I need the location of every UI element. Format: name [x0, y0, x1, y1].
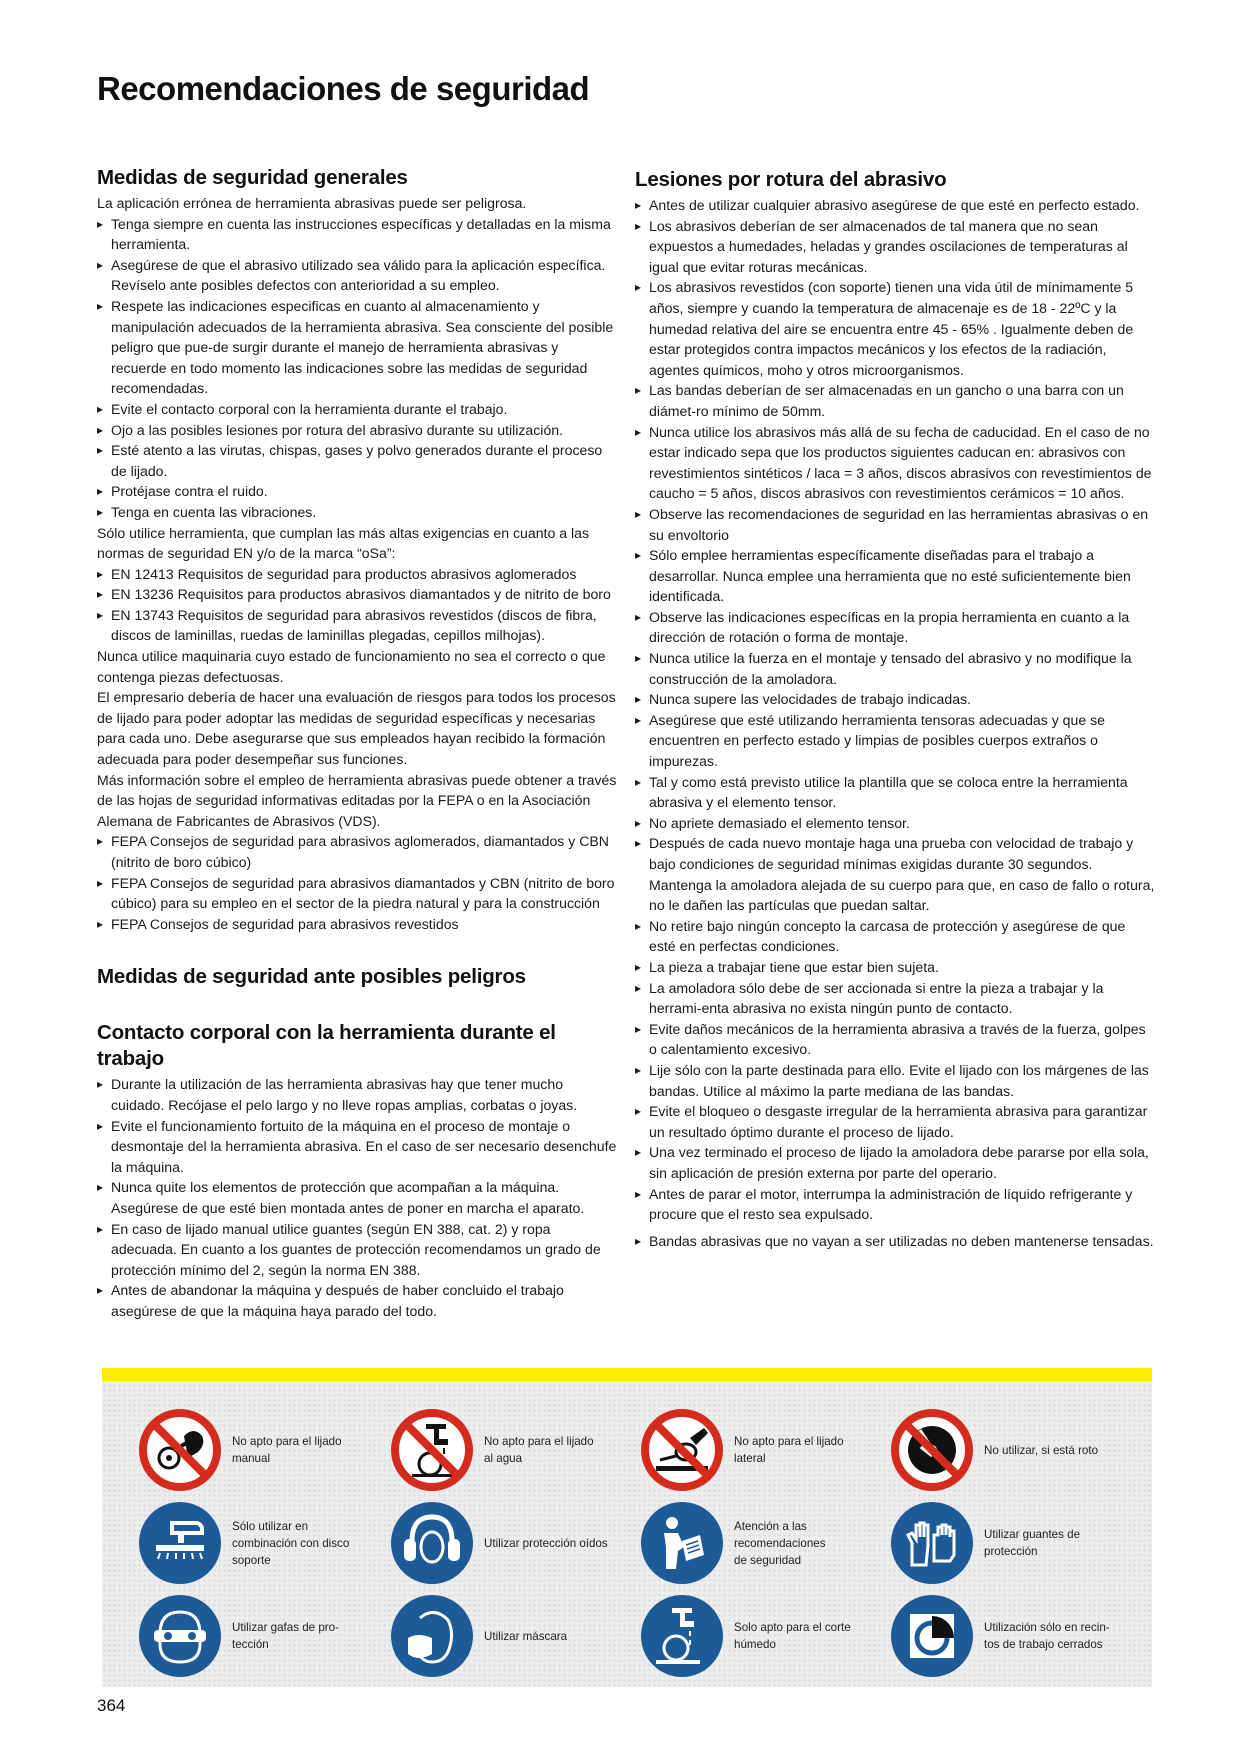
pictogram-label: Utilizar gafas de pro- tección — [232, 1621, 339, 1651]
list-item: ▸ Evite el contacto corporal con la herramienta durante el trabajo. — [97, 399, 617, 420]
list-item: ▸ Los abrasivos revestidos (con soporte) tienen una vida útil de mínimamente 5 años, siempre y cuando la temperatura de almacenaje es de 18 - 22ºC y la humedad relativa del aire se encuentra entre 45 - 65% . Igualmente deben de estar protegidos contra impactos mecánicos y los efectos de la radiación, agentes químicos, moho y otros microorganismos. — [635, 277, 1155, 380]
pictogram-item — [604, 1408, 854, 1494]
no-manual-grinding-icon — [138, 1408, 222, 1492]
gloves-icon — [890, 1501, 974, 1585]
pictogram-item — [354, 1594, 604, 1680]
goggles-icon — [138, 1594, 222, 1678]
list-item: ▸ Una vez terminado el proceso de lijado la amoladora debe pararse por ella sola, sin aplicación de presión externa por parte del operario. — [635, 1142, 1155, 1183]
pictogram-label: Utilización sólo en recin- tos de trabajo cerrados — [984, 1621, 1110, 1651]
read-instructions-icon — [640, 1501, 724, 1585]
list-item: ▸ Nunca utilice la fuerza en el montaje y tensado del abrasivo y no modifique la construcción de la amoladora. — [635, 648, 1155, 689]
dangers-list — [97, 1074, 617, 1321]
list-item: ▸ Durante la utilización de las herramienta abrasivas hay que tener mucho cuidado. Recójase el pelo largo y no lleve ropas amplias, corbatas o joyas. — [97, 1074, 617, 1115]
pictogram-panel — [102, 1368, 1152, 1687]
pictogram-item — [354, 1408, 604, 1494]
paragraph: El empresario debería de hacer una evaluación de riesgos para todos los procesos de lijado para poder adoptar las medidas de seguridad específicas y necesarias para cada uno. Debe asegurarse que sus empleados hayan recibido la formación adecuada para poder desempeñar sus funciones. — [97, 689, 616, 768]
list-item: ▸ FEPA Consejos de seguridad para abrasivos aglomerados, diamantados y CBN (nitrito de boro cúbico) — [97, 831, 617, 872]
pictogram-item — [854, 1408, 1104, 1494]
list-item: ▸ Lije sólo con la parte destinada para ello. Evite el lijado con los márgenes de las bandas. Utilice al máximo la parte mediana de las bandas. — [635, 1060, 1155, 1101]
no-wet-grinding-icon — [390, 1408, 474, 1492]
list-item: ▸ EN 13236 Requisitos para productos abrasivos diamantados y de nitrito de boro — [97, 584, 617, 605]
list-item: ▸ Después de cada nuevo montaje haga una prueba con velocidad de trabajo y bajo condiciones de seguridad mínimas exigidas durante 30 segundos. Mantenga la amoladora alejada de su cuerpo para que, en caso de fallo o rotura, no le dañen las partículas que puedan saltar. — [635, 833, 1155, 915]
list-item: ▸ Sólo emplee herramientas específicamente diseñadas para el trabajo a desarrollar. Nunca emplee una herramienta que no esté suficientemente bien identificada. — [635, 545, 1155, 607]
paragraph: Nunca utilice maquinaria cuyo estado de funcionamiento no sea el correcto o que contenga piezas defectuosas. — [97, 648, 606, 685]
list-item: ▸ Las bandas deberían de ser almacenadas en un gancho o una barra con un diámet-ro mínimo de 50mm. — [635, 380, 1155, 421]
pictogram-item — [854, 1594, 1110, 1680]
pictogram-item — [102, 1408, 352, 1494]
breakage-list — [635, 195, 1155, 1251]
list-item: ▸ Tal y como está previsto utilice la plantilla que se coloca entre la herramienta abrasiva y el elemento tensor. — [635, 772, 1155, 813]
pictogram-item — [102, 1501, 352, 1587]
list-item: ▸ Protéjase contra el ruido. — [97, 481, 617, 502]
list-item: ▸ Observe las recomendaciones de seguridad en las herramientas abrasivas o en su envoltorio — [635, 504, 1155, 545]
list-item: ▸ Antes de abandonar la máquina y después de haber concluido el trabajo asegúrese de que la máquina haya parado del todo. — [97, 1280, 617, 1321]
backing-pad-icon — [138, 1501, 222, 1585]
list-item: ▸ Esté atento a las virutas, chispas, gases y polvo generados durante el proceso de lijado. — [97, 440, 617, 481]
page-title: Recomendaciones de seguridad — [97, 70, 590, 107]
list-item: ▸ No retire bajo ningún concepto la carcasa de protección y asegúrese de que esté en perfectas condiciones. — [635, 916, 1155, 957]
list-item: ▸ Ojo a las posibles lesiones por rotura del abrasivo durante su utilización. — [97, 420, 617, 441]
pictogram-label: Sólo utilizar en combinación con disco soporte — [232, 1519, 350, 1567]
right-column — [635, 165, 1155, 1251]
list-item: ▸ FEPA Consejos de seguridad para abrasivos diamantados y CBN (nitrito de boro cúbico) para su empleo en el sector de la piedra natural y para la construcción — [97, 873, 617, 914]
list-item: ▸ Antes de utilizar cualquier abrasivo asegúrese de que esté en perfecto estado. — [635, 195, 1155, 216]
list-item: ▸ No apriete demasiado el elemento tensor. — [635, 813, 1155, 834]
list-item: ▸ En caso de lijado manual utilice guantes (según EN 388, cat. 2) y ropa adecuada. En cuanto a los guantes de protección recomendamos un grado de protección mínimo del 2, según la norma EN 388. — [97, 1219, 617, 1281]
enclosed-area-icon — [890, 1594, 974, 1678]
pictogram-label: Utilizar guantes de protección — [984, 1528, 1081, 1558]
wet-cut-only-icon — [640, 1594, 724, 1678]
general-intro: La aplicación errónea de herramienta abrasivas puede ser peligrosa. — [97, 195, 527, 211]
pictogram-label: No apto para el lijado al agua — [484, 1435, 594, 1465]
pictogram-item — [102, 1594, 352, 1680]
dangers-subheading: Contacto corporal con la herramienta durante el trabajo — [97, 1021, 556, 1071]
no-side-grinding-icon — [640, 1408, 724, 1492]
list-item: ▸ Tenga siempre en cuenta las instrucciones específicas y detalladas en la misma herramienta. — [97, 214, 617, 255]
pictogram-item — [604, 1594, 854, 1680]
list-item: ▸ Evite el funcionamiento fortuito de la máquina en el proceso de montaje o desmontaje del la herramienta abrasiva. En el caso de ser necesario desenchufe la máquina. — [97, 1116, 617, 1178]
left-column — [97, 165, 617, 1322]
list-item: ▸ EN 13743 Requisitos de seguridad para abrasivos revestidos (discos de fibra, discos de laminillas, ruedas de laminillas plegadas, cepillos milhojas). — [97, 605, 617, 646]
list-item: ▸ Evite daños mecánicos de la herramienta abrasiva a través de la fuerza, golpes o calentamiento excesivo. — [635, 1019, 1155, 1060]
mask-icon — [390, 1594, 474, 1678]
list-item: ▸ Los abrasivos deberían de ser almacenados de tal manera que no sean expuestos a humedades, heladas y grandes oscilaciones de temperaturas al igual que evitar roturas mecánicas. — [635, 216, 1155, 278]
fepa-list — [97, 831, 617, 934]
pictogram-label: Utilizar máscara — [484, 1629, 568, 1643]
no-broken-disc-icon — [890, 1408, 974, 1492]
list-item: ▸ Asegúrese de que el abrasivo utilizado sea válido para la aplicación específica. Revíselo ante posibles defectos con anterioridad a su empleo. — [97, 255, 617, 296]
list-item: ▸ FEPA Consejos de seguridad para abrasivos revestidos — [97, 914, 617, 935]
paragraph: Más información sobre el empleo de herramienta abrasivas puede obtener a través de las hojas de seguridad informativas editadas por la FEPA o en la Asociación Alemana de Fabricantes de Abrasivos (VDS). — [97, 771, 617, 829]
pictogram-label: Atención a las recomendaciones de seguridad — [734, 1519, 826, 1567]
list-item: ▸ Nunca utilice los abrasivos más allá de su fecha de caducidad. En el caso de no estar indicado sepa que los productos siguientes caducan en: abrasivos con revestimientos sintéticos / laca = 3 años, discos abrasivos con revestimientos de caucho = 5 años, discos abrasivos con revestimientos cerámicos = 10 años. — [635, 422, 1155, 504]
pictogram-item — [604, 1501, 854, 1587]
pictogram-label: Solo apto para el corte húmedo — [734, 1621, 851, 1651]
pictogram-label: Utilizar protección oídos — [484, 1536, 608, 1550]
pictogram-label: No apto para el lijado lateral — [734, 1435, 844, 1465]
yellow-accent-bar — [102, 1368, 1152, 1381]
list-item: ▸ Nunca supere las velocidades de trabajo indicadas. — [635, 689, 1155, 710]
list-item: ▸ Observe las indicaciones específicas en la propia herramienta en cuanto a la dirección de rotación o forma de montaje. — [635, 607, 1155, 648]
list-item: ▸ Nunca quite los elementos de protección que acompañan a la máquina. Asegúrese de que esté bien montada antes de poner en marcha el aparato. — [97, 1177, 617, 1218]
dangers-heading: Medidas de seguridad ante posibles peligros — [97, 965, 526, 989]
pictogram-item — [854, 1501, 1104, 1587]
list-item: ▸ Antes de parar el motor, interrumpa la administración de líquido refrigerante y procure que el resto sea expulsado. — [635, 1184, 1155, 1225]
pictogram-item — [354, 1501, 608, 1587]
pictogram-label: No utilizar, si está roto — [984, 1443, 1099, 1457]
page-number: 364 — [97, 1696, 126, 1715]
general-list — [97, 214, 617, 523]
general-heading: Medidas de seguridad generales — [97, 166, 408, 189]
pictogram-label: No apto para el lijado manual — [232, 1435, 342, 1465]
ear-protection-icon — [390, 1501, 474, 1585]
list-item: ▸ La amoladora sólo debe de ser accionada si entre la pieza a trabajar y la herrami-enta abrasiva no exista ningún punto de contacto. — [635, 978, 1155, 1019]
norms-list — [97, 564, 617, 646]
list-item: ▸ La pieza a trabajar tiene que estar bien sujeta. — [635, 957, 1155, 978]
list-item: ▸ Tenga en cuenta las vibraciones. — [97, 502, 617, 523]
list-item: ▸ Respete las indicaciones especificas en cuanto al almacenamiento y manipulación adecuados de la herramienta abrasiva. Sea consciente del posible peligro que pue-de surgir durante el manejo de herramienta abrasivas y recuerde en todo momento las indicaciones sobre las medidas de seguridad recomendadas. — [97, 296, 617, 399]
list-item: ▸ Evite el bloqueo o desgaste irregular de la herramienta abrasiva para garantizar un resultado óptimo durante el proceso de lijado. — [635, 1101, 1155, 1142]
list-item: ▸ EN 12413 Requisitos de seguridad para productos abrasivos aglomerados — [97, 564, 617, 585]
breakage-heading: Lesiones por rotura del abrasivo — [635, 168, 947, 191]
list-item: ▸ Asegúrese que esté utilizando herramienta tensoras adecuadas y que se encuentren en perfecto estado y limpias de posibles cuerpos extraños o impurezas. — [635, 710, 1155, 772]
list-item: ▸ Bandas abrasivas que no vayan a ser utilizadas no deben mantenerse tensadas. — [635, 1231, 1155, 1252]
norms-intro: Sólo utilice herramienta, que cumplan las más altas exigencias en cuanto a las normas de seguridad EN y/o de la marca “oSa”: — [97, 524, 589, 562]
